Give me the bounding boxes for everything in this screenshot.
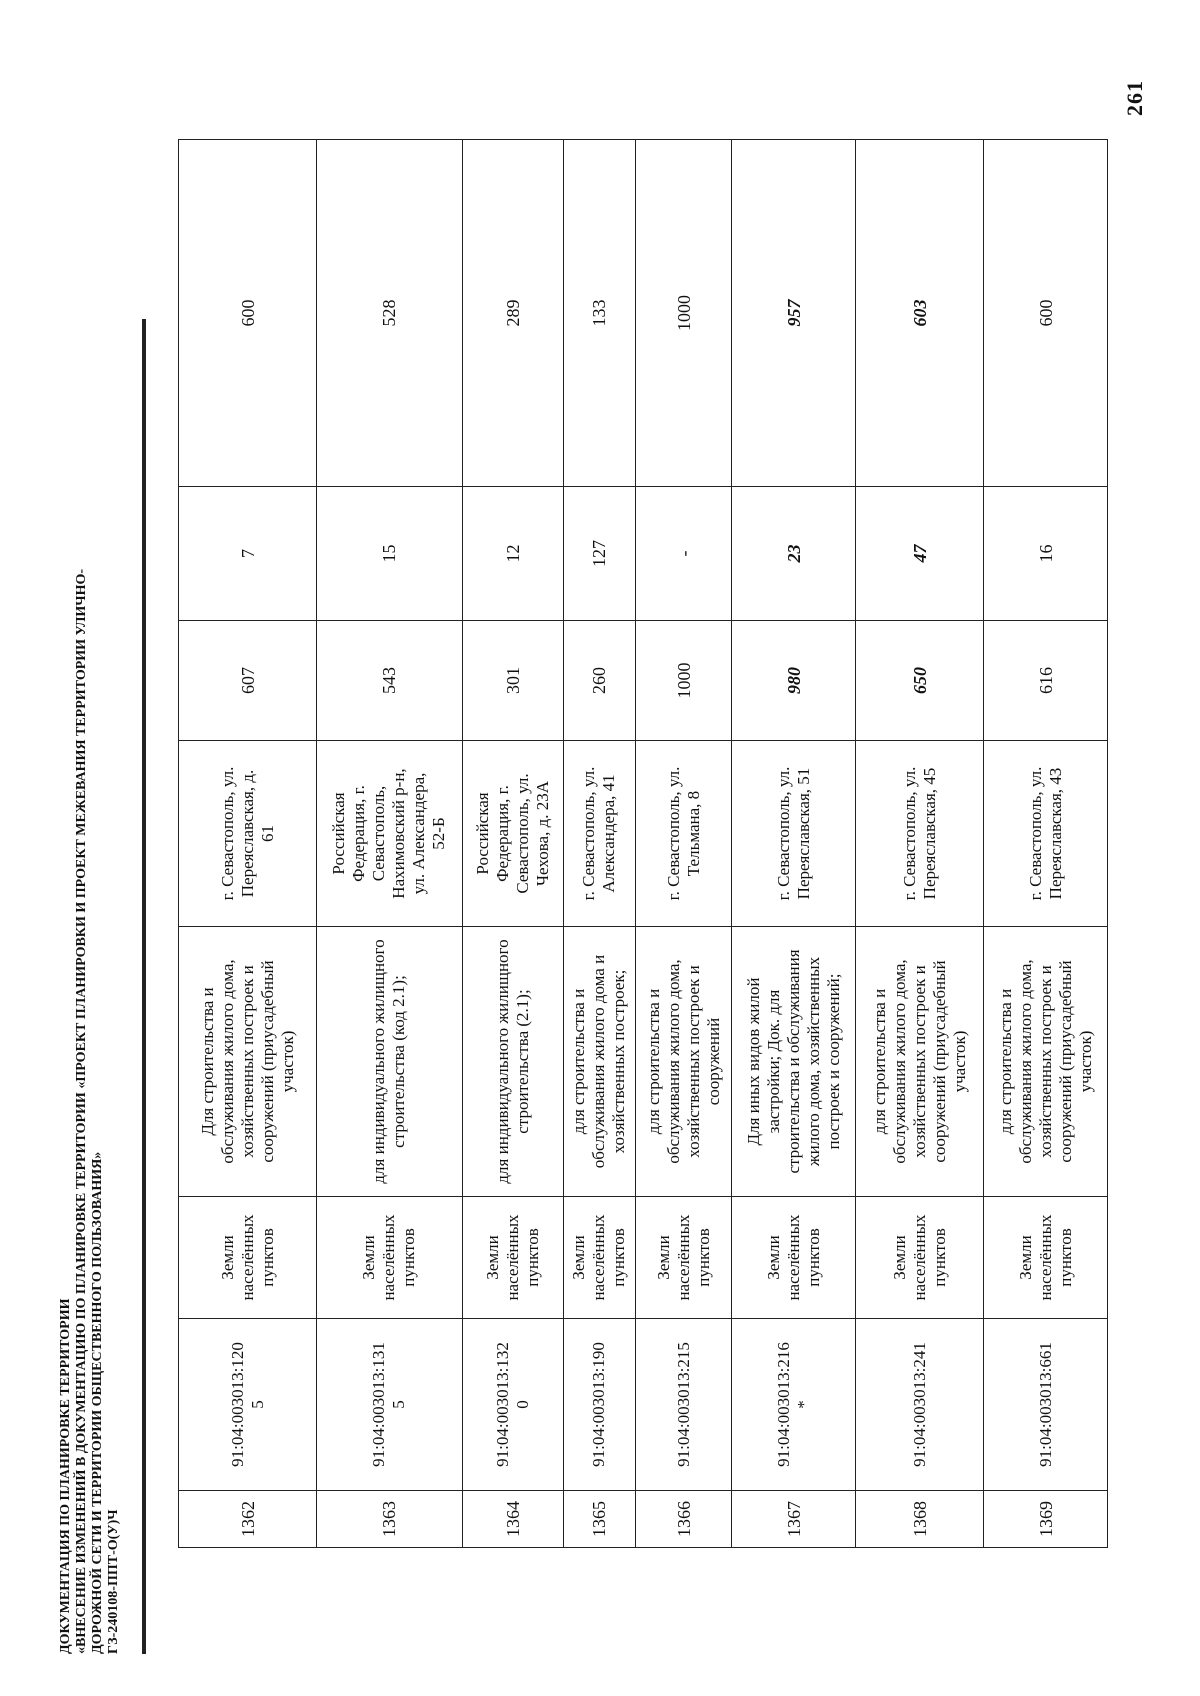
area-total-cell xyxy=(179,621,317,741)
area-difference-text: 16 xyxy=(1035,544,1056,563)
cadastral-number-cell xyxy=(317,1319,463,1491)
area-result-cell xyxy=(462,140,563,487)
area-result-text: 600 xyxy=(1035,299,1056,327)
row-number-text: 1362 xyxy=(237,1501,258,1537)
row-number-cell xyxy=(462,1491,563,1548)
area-difference-cell xyxy=(563,487,635,621)
area-total-text: 301 xyxy=(502,667,523,694)
area-total-text: 260 xyxy=(589,667,610,694)
area-total-text: 650 xyxy=(909,667,930,694)
table-row xyxy=(855,140,983,1548)
area-result-cell xyxy=(179,140,317,487)
land-category-cell xyxy=(855,1197,983,1319)
header-line: ДОРОЖНОЙ СЕТИ И ТЕРРИТОРИИ ОБЩЕСТВЕННОГО ПОЛЬЗОВАНИЯ» xyxy=(90,1151,105,1654)
area-result-cell xyxy=(563,140,635,487)
address-cell xyxy=(635,741,731,927)
cadastral-number-cell xyxy=(635,1319,731,1491)
area-difference-cell xyxy=(317,487,463,621)
address-cell xyxy=(563,741,635,927)
area-result-cell xyxy=(855,140,983,487)
row-number-cell xyxy=(563,1491,635,1548)
header-divider xyxy=(142,319,146,1654)
address-cell xyxy=(732,741,856,927)
area-difference-text: 47 xyxy=(909,544,930,563)
land-category-text: Земли населённых пунктов xyxy=(569,1214,629,1301)
area-total-cell xyxy=(462,621,563,741)
area-difference-text: - xyxy=(673,550,694,557)
area-total-text: 607 xyxy=(237,667,258,694)
table-row xyxy=(462,140,563,1548)
row-number-cell xyxy=(732,1491,856,1548)
land-category-text: Земли населённых пунктов xyxy=(889,1214,949,1301)
address-text: Российская Федерация, г. Севастополь, ул. Чехова, д. 23А xyxy=(472,773,552,894)
land-category-text: Земли населённых пунктов xyxy=(1015,1214,1075,1301)
address-text: г. Севастополь, ул. Переяславская, 51 xyxy=(773,766,813,901)
address-cell xyxy=(179,741,317,927)
cadastral-number-text: 91:04:003013:661 xyxy=(1035,1342,1055,1467)
address-cell xyxy=(317,741,463,927)
cadastral-number-text: 91:04:003013:120 5 xyxy=(227,1342,267,1467)
area-total-cell xyxy=(635,621,731,741)
permitted-use-text: для строительства и обслуживания жилого дома, хозяйственных построек и сооружений (приусадебный участок) xyxy=(995,959,1095,1164)
area-result-text: 600 xyxy=(237,299,258,327)
permitted-use-cell xyxy=(984,927,1108,1197)
land-category-cell xyxy=(462,1197,563,1319)
address-text: г. Севастополь, ул. Тельмана, 8 xyxy=(663,766,703,901)
table-row xyxy=(317,140,463,1548)
row-number-cell xyxy=(635,1491,731,1548)
row-number-text: 1366 xyxy=(673,1501,694,1537)
area-result-text: 133 xyxy=(589,299,610,327)
permitted-use-cell xyxy=(179,927,317,1197)
permitted-use-text: для строительства и обслуживания жилого дома, хозяйственных построек и сооружений (приусадебный участок) xyxy=(869,959,969,1164)
area-result-cell xyxy=(984,140,1108,487)
address-text: г. Севастополь, ул. Переяславская, 43 xyxy=(1025,766,1065,901)
land-category-text: Земли населённых пунктов xyxy=(359,1214,419,1301)
land-category-text: Земли населённых пунктов xyxy=(763,1214,823,1301)
area-total-cell xyxy=(984,621,1108,741)
area-result-cell xyxy=(732,140,856,487)
permitted-use-cell xyxy=(635,927,731,1197)
row-number-text: 1365 xyxy=(589,1501,610,1537)
area-total-text: 980 xyxy=(783,667,804,694)
row-number-cell xyxy=(984,1491,1108,1548)
area-difference-cell xyxy=(179,487,317,621)
row-number-text: 1368 xyxy=(909,1501,930,1537)
area-difference-cell xyxy=(732,487,856,621)
permitted-use-cell xyxy=(732,927,856,1197)
cadastral-number-cell xyxy=(179,1319,317,1491)
permitted-use-text: для строительства и обслуживания жилого дома и хозяйственных построек; xyxy=(569,954,629,1169)
area-result-text: 603 xyxy=(909,299,930,327)
address-cell xyxy=(984,741,1108,927)
row-number-cell xyxy=(317,1491,463,1548)
table-row xyxy=(563,140,635,1548)
area-result-text: 528 xyxy=(379,299,400,327)
permitted-use-text: для индивидуального жилищного строительства (код 2.1); xyxy=(369,939,409,1184)
table-row xyxy=(984,140,1108,1548)
table-body xyxy=(179,140,1108,1548)
land-category-text: Земли населённых пунктов xyxy=(217,1214,277,1301)
area-difference-text: 15 xyxy=(379,544,400,563)
area-result-cell xyxy=(317,140,463,487)
permitted-use-cell xyxy=(462,927,563,1197)
area-total-cell xyxy=(732,621,856,741)
area-total-text: 543 xyxy=(379,667,400,694)
header-line: «ВНЕСЕНИЕ ИЗМЕНЕНИЙ В ДОКУМЕНТАЦИЮ ПО ПЛАНИРОВКЕ ТЕРРИТОРИИ «ПРОЕКТ ПЛАНИРОВКИ И ПРОЕКТ МЕЖЕВАНИЯ ТЕРРИТОРИИ УЛИЧНО- xyxy=(74,568,89,1654)
area-total-text: 1000 xyxy=(673,662,694,699)
cadastral-number-cell xyxy=(563,1319,635,1491)
area-difference-cell xyxy=(984,487,1108,621)
document-header xyxy=(58,64,122,1654)
cadastral-number-cell xyxy=(855,1319,983,1491)
permitted-use-text: Для иных видов жилой застройки; Док. для строительства и обслуживания жилого дома, хозяйственных построек и сооружений; xyxy=(743,949,843,1174)
area-total-cell xyxy=(855,621,983,741)
page-number: 261 xyxy=(1122,80,1147,116)
area-total-cell xyxy=(563,621,635,741)
table-row xyxy=(179,140,317,1548)
table-row xyxy=(732,140,856,1548)
land-category-text: Земли населённых пунктов xyxy=(653,1214,713,1301)
row-number-text: 1363 xyxy=(379,1501,400,1537)
area-result-text: 957 xyxy=(783,299,804,327)
cadastral-number-cell xyxy=(732,1319,856,1491)
land-category-cell xyxy=(563,1197,635,1319)
land-plots-table xyxy=(178,139,1108,1548)
address-text: г. Севастополь, ул. Переяславская, д. 61 xyxy=(217,766,277,901)
permitted-use-text: для индивидуального жилищного строительства (2.1); xyxy=(492,939,532,1184)
address-text: г. Севастополь, ул. Александера, 41 xyxy=(579,766,619,901)
area-total-cell xyxy=(317,621,463,741)
area-difference-cell xyxy=(635,487,731,621)
permitted-use-text: Для строительства и обслуживания жилого дома, хозяйственных построек и сооружений (приусадебный участок) xyxy=(197,959,297,1164)
land-category-cell xyxy=(984,1197,1108,1319)
address-text: Российская Федерация, г. Севастополь, Нахимовский р-н, ул. Александера, 52-Б xyxy=(329,768,449,899)
cadastral-number-text: 91:04:003013:190 xyxy=(589,1342,609,1467)
row-number-text: 1367 xyxy=(783,1501,804,1537)
area-difference-text: 23 xyxy=(783,544,804,563)
area-result-text: 289 xyxy=(502,299,523,327)
header-line: ГЗ-240108-ППТ-О(У)Ч xyxy=(106,1509,121,1654)
area-result-text: 1000 xyxy=(673,295,694,331)
land-category-cell xyxy=(635,1197,731,1319)
area-total-text: 616 xyxy=(1035,667,1056,694)
permitted-use-cell xyxy=(317,927,463,1197)
row-number-text: 1369 xyxy=(1035,1501,1056,1537)
cadastral-number-text: 91:04:003013:132 0 xyxy=(492,1342,532,1467)
land-category-cell xyxy=(317,1197,463,1319)
permitted-use-text: для строительства и обслуживания жилого дома, хозяйственных построек и сооружений xyxy=(643,959,723,1164)
row-number-cell xyxy=(179,1491,317,1548)
land-category-cell xyxy=(732,1197,856,1319)
table-row xyxy=(635,140,731,1548)
permitted-use-cell xyxy=(855,927,983,1197)
land-category-cell xyxy=(179,1197,317,1319)
row-number-text: 1364 xyxy=(502,1501,523,1537)
address-cell xyxy=(462,741,563,927)
permitted-use-cell xyxy=(563,927,635,1197)
address-cell xyxy=(855,741,983,927)
area-difference-text: 127 xyxy=(589,540,610,567)
cadastral-number-cell xyxy=(462,1319,563,1491)
area-difference-text: 7 xyxy=(237,549,258,558)
area-difference-cell xyxy=(462,487,563,621)
header-line: ДОКУМЕНТАЦИЯ ПО ПЛАНИРОВКЕ ТЕРРИТОРИИ xyxy=(58,1298,73,1654)
row-number-cell xyxy=(855,1491,983,1548)
cadastral-number-text: 91:04:003013:216 * xyxy=(773,1342,813,1467)
cadastral-number-text: 91:04:003013:215 xyxy=(673,1342,693,1467)
cadastral-number-cell xyxy=(984,1319,1108,1491)
area-difference-text: 12 xyxy=(502,544,523,563)
land-category-text: Земли населённых пунктов xyxy=(482,1214,542,1301)
cadastral-number-text: 91:04:003013:131 5 xyxy=(369,1342,409,1467)
area-difference-cell xyxy=(855,487,983,621)
area-result-cell xyxy=(635,140,731,487)
address-text: г. Севастополь, ул. Переяславская, 45 xyxy=(899,766,939,901)
cadastral-number-text: 91:04:003013:241 xyxy=(909,1342,929,1467)
